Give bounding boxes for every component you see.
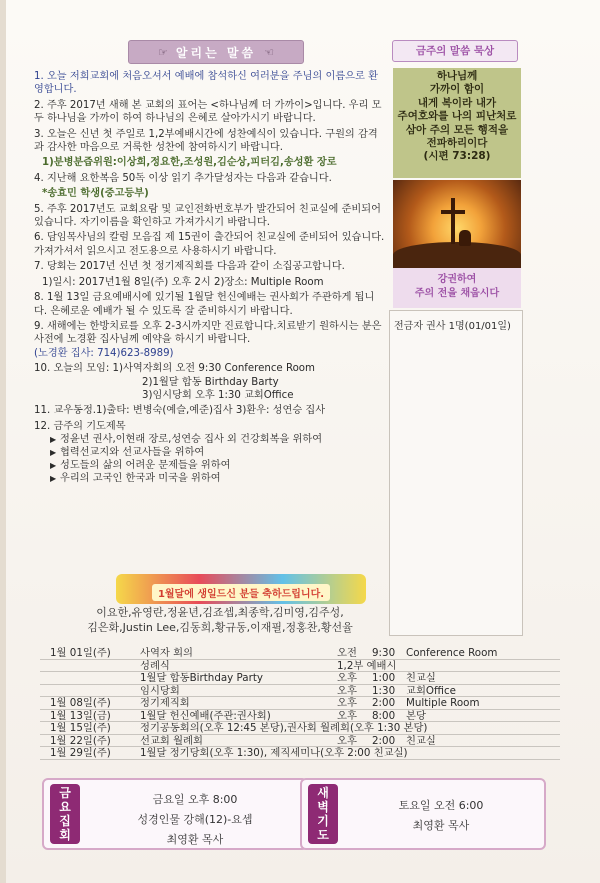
dawn-prayer-text (346, 796, 536, 836)
schedule-event: 성례식 (140, 659, 170, 672)
notice-item: 2. 주후 2017년 새해 본 교회의 표어는 <하나님께 더 가까이>입니다. 우리 모두 하나님을 가까이 하여 하나님의 은혜로 살아가시기 바랍니다. (34, 99, 382, 125)
friday-line: 성경인물 강해(12)-요셉 (137, 813, 253, 826)
schedule-ampm: 오후 (337, 684, 357, 697)
notice-subitem: 3)임시당회 오후 1:30 교회Office (142, 389, 294, 401)
verse-line: 전파하리이다 (426, 137, 488, 150)
schedule-ampm: 오후 (337, 697, 357, 709)
notice-item: 7. 당회는 2017년 신년 첫 정기제직회를 다음과 같이 소집공고합니다. (34, 261, 345, 273)
kneeling-figure (459, 230, 471, 246)
birthday-banner (116, 574, 366, 604)
tab-char: 집 (59, 814, 71, 828)
schedule-time: 2:00 (372, 734, 396, 747)
verse-line: 하나님께 (436, 70, 478, 82)
notice-subitem: 1)분병분즙위원:이상희,정요한,조성원,김순상,피터김,송성환 장로 (42, 157, 337, 169)
evangelism-box (389, 310, 523, 636)
schedule-event: 정기공동회의(오후 12:45 본당),권사회 월례회(오후 1:30 본당) (140, 722, 428, 734)
notice-item: 3. 오늘은 신년 첫 주일로 1,2부예배시간에 성찬예식이 있습니다. 구원의 감격과 감사한 마음으로 거룩한 성찬에 참여하시기 바랍니다. (34, 128, 378, 154)
tab-char: 요 (59, 800, 71, 814)
schedule-extra: 1,2부 예배시 (337, 659, 397, 672)
schedule-row (40, 672, 560, 685)
friday-line: 금요일 오후 8:00 (152, 793, 238, 806)
schedule-time: 1:30 (372, 684, 396, 697)
schedule-date: 1월 13일(금) (50, 709, 111, 722)
schedule-date: 1월 08일(주) (50, 697, 111, 709)
cross-bar (441, 210, 465, 214)
schedule-row (40, 647, 560, 660)
schedule-place: 본당 (406, 709, 426, 722)
schedule-time: 8:00 (372, 709, 396, 722)
schedule-place: Conference Room (406, 647, 498, 659)
notice-item: 9. 새해에는 한방치료를 오후 2-3시까지만 진료합니다.치료받기 원하시는 분은 사전에 노경환 집사님께 예약을 하시기 바랍니다. (34, 320, 382, 346)
dawn-line: 토요일 오전 6:00 (398, 799, 484, 812)
schedule-row (40, 697, 560, 710)
prayer-item: ▶ 협력선교지와 선교사들을 위하여 (50, 446, 386, 459)
schedule-row (40, 735, 560, 748)
tab-char: 회 (59, 828, 71, 842)
notice-subitem: *송효민 학생(중고등부) (42, 188, 149, 200)
notice-item: 1. 오늘 저희교회에 처음오셔서 예배에 참석하신 여러분을 주님의 이름으로 환영합니다. (34, 71, 378, 96)
birthday-names (40, 606, 400, 635)
schedule-date: 1월 01일(주) (50, 647, 111, 659)
evangelism-line: 주의 전을 채웁시다 (414, 288, 500, 299)
notice-list (34, 70, 386, 485)
verse-line: 내게 복이라 내가 (417, 96, 497, 109)
hill-shape (393, 242, 521, 268)
meditation-title: 금주의 말씀 묵상 (392, 40, 518, 62)
verse-line: (시편 73:28) (423, 150, 491, 163)
hand-pointer-right-icon: ☞ (158, 45, 168, 59)
notice-subitem: 1)일시: 2017년1월 8일(주) 오후 2시 2)장소: Multiple Room (42, 276, 324, 288)
schedule-place: 친교실 (406, 734, 436, 747)
birthday-banner-text: 1월달에 생일드신 분들 축하드립니다. (152, 584, 330, 601)
tab-char: 기 (317, 814, 329, 828)
schedule-ampm: 오전 (337, 647, 357, 659)
schedule-row (40, 722, 560, 735)
notice-item: 4. 지난해 요한복음 50독 이상 읽기 추가달성자는 다음과 같습니다. (34, 172, 332, 184)
friday-line: 최영환 목사 (166, 833, 224, 846)
schedule-event: 1월달 헌신예배(주관:권사회) (140, 709, 271, 722)
prayer-item: ▶ 성도들의 삶의 어려운 문제들을 위하여 (50, 459, 386, 472)
schedule-event: 사역자 회의 (140, 647, 194, 659)
evangelism-title (393, 268, 521, 308)
schedule-time: 2:00 (372, 697, 396, 709)
dawn-line: 최영환 목사 (412, 819, 470, 832)
notice-item: 10. 오늘의 모임: 1)사역자회의 오전 9:30 Conference Room (34, 363, 315, 375)
schedule-event: 선교회 월례회 (140, 734, 203, 747)
cross-sunset-image (393, 180, 521, 268)
prayer-list (34, 433, 386, 485)
tab-char: 새 (317, 786, 329, 800)
birthday-names-line: 김은화,Justin Lee,김동희,황규동,이재필,정홍찬,황선율 (87, 620, 353, 634)
tab-char: 금 (59, 786, 71, 800)
notice-header (128, 40, 304, 64)
schedule-ampm: 오후 (337, 734, 357, 747)
notice-item: 12. 금주의 기도제목 (34, 420, 126, 432)
schedule-event: 1월달 합동Birthday Party (140, 672, 263, 684)
verse-line: 가까이 함이 (429, 83, 485, 96)
schedule-date: 1월 22일(주) (50, 734, 111, 747)
schedule-table (40, 647, 560, 760)
schedule-ampm: 오후 (337, 709, 357, 722)
notice-item: 11. 교우동정.1)출타: 변병숙(예슬,예준)집사 3)환우: 성연승 집사 (34, 405, 326, 417)
page-edge (0, 0, 6, 883)
birthday-names-line: 이요한,유영란,정윤년,김죠셉,최종학,김미영,김주성, (96, 606, 344, 619)
schedule-event: 정기제직회 (140, 697, 190, 709)
cross-icon (451, 198, 455, 244)
schedule-row (40, 660, 560, 673)
dawn-prayer-tab (308, 784, 338, 844)
prayer-item: ▶ 정윤년 권사,이현래 장로,성연승 집사 외 건강회복을 위하여 (50, 433, 386, 446)
tab-char: 도 (317, 828, 329, 842)
schedule-time: 9:30 (372, 647, 396, 659)
schedule-date: 1월 15일(주) (50, 722, 111, 734)
verse-line: 삼아 주의 모든 행적을 (405, 123, 509, 136)
evangelism-entry: 전금자 권사 1명(01/01일) (394, 321, 511, 332)
meditation-verse (393, 68, 521, 178)
schedule-ampm: 오후 (337, 672, 357, 684)
schedule-place: Multiple Room (406, 697, 480, 709)
tab-char: 벽 (317, 800, 329, 814)
schedule-row (40, 710, 560, 723)
friday-meeting-text (90, 790, 300, 850)
schedule-place: 교회Office (406, 684, 456, 697)
schedule-event: 1월달 정기당회(오후 1:30), 제직세미나(오후 2:00 친교실) (140, 747, 408, 759)
verse-line: 주여호와를 나의 피난처로 (397, 110, 517, 123)
notice-subitem: (노경환 집사: 714)623-8989) (34, 347, 174, 359)
schedule-event: 임시당회 (140, 684, 180, 697)
notice-subitem: 2)1월달 합동 Birthday Barty (142, 376, 279, 388)
notice-item: 8. 1월 13일 금요예배시에 있기될 1월달 헌신예배는 권사회가 주관하게 됩니다. 은혜로운 예배가 될 수 있도록 잘 준비하시기 바랍니다. (34, 292, 375, 317)
schedule-time: 1:00 (372, 672, 396, 684)
notice-item: 6. 담임목사님의 칼럼 모음집 제 15권이 출간되어 친교실에 준비되어 있습니다. 가져가셔서 읽으시고 전도용으로 사용하시기 바랍니다. (34, 232, 385, 257)
schedule-row (40, 747, 560, 760)
notice-title: 알리는 말씀 (175, 45, 257, 60)
friday-meeting-tab (50, 784, 80, 844)
schedule-place: 친교실 (406, 672, 436, 684)
notice-item: 5. 주후 2017년도 교회요람 및 교인전화번호부가 발간되어 친교실에 준비되어 있습니다. 자기이름을 확인하고 가져가시기 바랍니다. (34, 203, 381, 229)
prayer-item: ▶ 우리의 고국인 한국과 미국을 위하여 (50, 472, 386, 485)
schedule-date: 1월 29일(주) (50, 747, 111, 759)
evangelism-line: 강권하여 (437, 274, 477, 285)
schedule-row (40, 685, 560, 698)
hand-pointer-left-icon: ☜ (264, 45, 274, 59)
